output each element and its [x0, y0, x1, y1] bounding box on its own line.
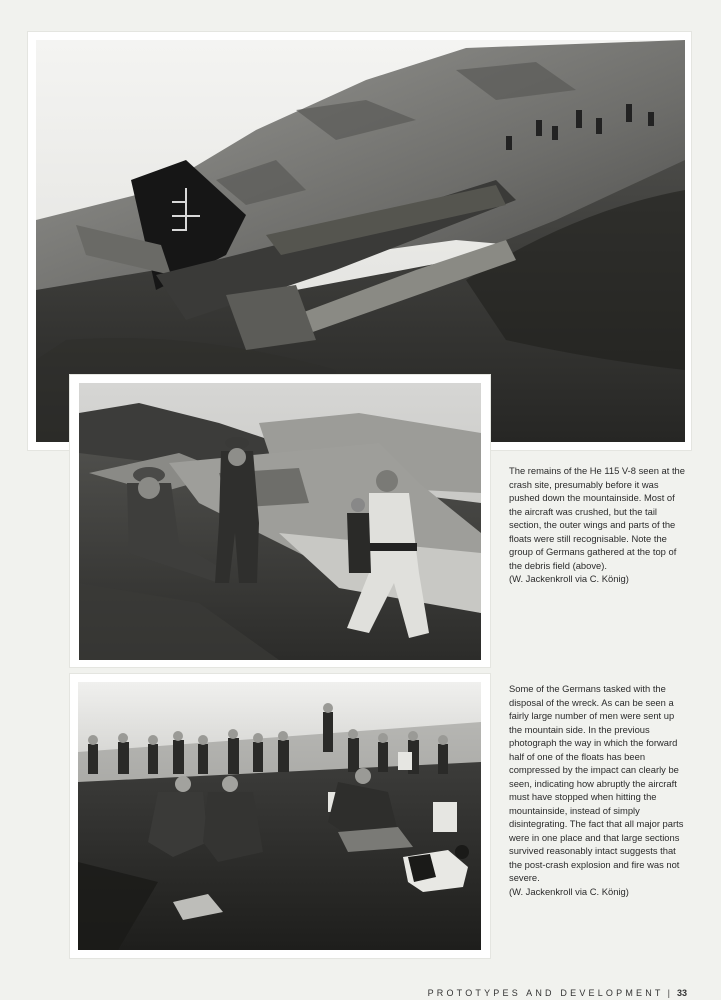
- caption-german-group-text: Some of the Germans tasked with the disposal of the wreck. As can be seen a fairly large number of men were sent up the mountain side. In the previous photograph the way in which the forward half of one of the floats has been compressed by the impact can clearly be seen, indicating how abruptly the aircraft must have stopped when hitting the mountainside, instead of simply disintegrating. The fact that all major parts were in one place and that large sections survived reasonably intact suggests that the post-crash explosion and fire was not severe.: [509, 683, 684, 883]
- group-photo-graphic: [78, 682, 481, 950]
- photo-german-group: [78, 682, 481, 950]
- footer-section-title: PROTOTYPES AND DEVELOPMENT: [427, 988, 664, 998]
- photo-soldiers-at-wreck: [79, 383, 481, 660]
- footer-divider: |: [667, 988, 670, 998]
- page-footer: [428, 986, 687, 1000]
- caption-german-group-credit: (W. Jackenkroll via C. König): [509, 885, 629, 897]
- soldiers-photo-graphic: [79, 383, 481, 660]
- caption-crash-site: [509, 464, 689, 586]
- caption-german-group: [509, 682, 689, 898]
- caption-crash-site-text: The remains of the He 115 V-8 seen at the crash site, presumably before it was pushed down the mountainside. Most of the aircraft was crushed, but the tail section, the outer wings and parts of the floats were still recognisable. Note the group of Germans gathered at the top of the debris field (above).: [509, 465, 685, 571]
- page-number: 33: [676, 988, 687, 998]
- caption-crash-site-credit: (W. Jackenkroll via C. König): [509, 573, 629, 584]
